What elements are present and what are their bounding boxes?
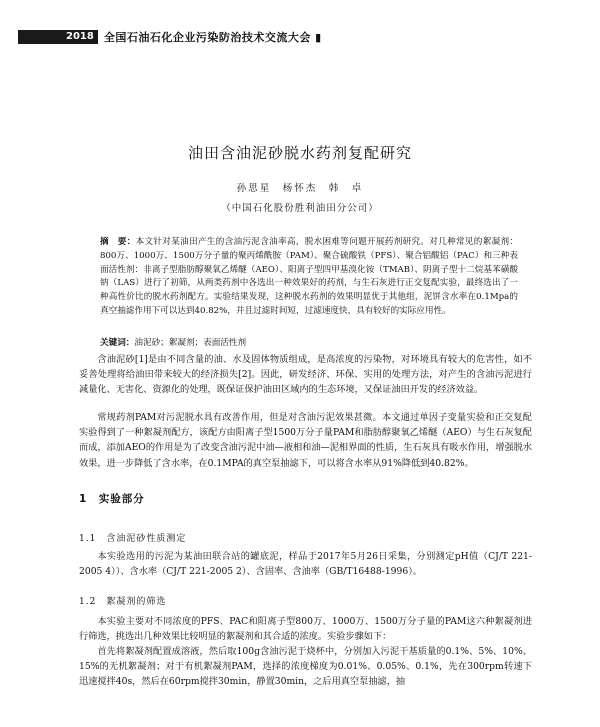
paragraph-text: 本实验选用的污泥为某油田联合站的罐底泥，样品于2017年5月26日采集，分别测定pH值（CJ/T 221-2005 4））、含水率（CJ/T 221-2005 2）、含固率、含油率（GB/T16488-1996）。 <box>79 551 532 578</box>
section-heading-1-2: 1.2 絮凝剂的筛选 <box>79 597 167 607</box>
paper-affiliation: （中国石化股份胜利油田分公司） <box>221 203 379 214</box>
paper-authors: 孙思星 杨怀杰 韩 卓 <box>236 183 364 194</box>
header-year: 2018 <box>18 30 98 44</box>
section-heading-1: 1 实验部分 <box>79 493 145 505</box>
paragraph-text: 常规药剂PAM对污泥脱水具有改善作用，但是对含油污泥效果甚微。本文通过单因子变量实验和正交复配实验得到了一种絮凝剂配方，该配方由阳离子型1500万分子量PAM和脂肪醇聚氧乙烯醚（AEO）与生石灰复配而成，添加AEO的作用是为了改变含油污泥中油—液相和油—泥相界面的性质，生石灰具有吸水作用，增强脱水效果，进一步降低了含水率，在0.1MPA的真空泵抽滤下，可以将含水率从91%降低到40.82%。 <box>79 412 532 469</box>
header-conference-text: 全国石油石化企业污染防治技术交流大会 <box>103 31 311 44</box>
body-paragraph-4 <box>79 614 532 644</box>
paragraph-text: 首先将絮凝剂配置成溶液，然后取100g含油污泥于烧杯中，分别加入污泥干基质量的0.1%、5%、10%、15%的无机絮凝剂；对于有机絮凝剂PAM，选择的浓度梯度为0.01%、0.05%、0.1%，先在300rpm转速下迅速搅拌40s，然后在60rpm搅拌30min，静置30min，之后用真空泵抽滤，抽 <box>79 646 532 688</box>
paragraph-text: 本实验主要对不同浓度的PFS、PAC和阳离子型800万、1000万、1500万分子量的PAM这六种絮凝剂进行筛选，挑选出几种效果比较明显的絮凝剂和其合适的浓度。实验步骤如下： <box>79 616 532 643</box>
keywords <box>100 336 246 348</box>
keywords-text: 油泥砂；絮凝剂；表面活性剂 <box>134 338 247 348</box>
abstract <box>100 236 518 319</box>
section-heading-1-1: 1.1 含油泥砂性质测定 <box>79 534 187 544</box>
body-paragraph-1 <box>79 352 532 398</box>
abstract-text: 本文针对某油田产生的含油污泥含油率高，脱水困难等问题开展药剂研究。对几种常见的絮凝剂：800万、1000万、1500万分子量的聚丙烯酰胺（PAM）、聚合硫酸铁（PFS）、聚合铝酸铝（PAC）和三种表面活性剂：非离子型脂肪醇聚氧乙烯醚（AEO）、阳离子型四甲基溴化铵（TMAB）、阴离子型十二烷基苯磺酸钠（LAS）进行了初筛，从两类药剂中各选出一种效果好的药剂，与生石灰进行正交复配实验，最终选出了一种高性价比的脱水药剂配方。实验结果发现，这种脱水药剂的效果明显优于其他组，泥饼含水率在0.1Mpa的真空抽滤作用下可以达到40.82%，并且过滤时间短，过滤速度快，具有较好的实际应用性。 <box>100 237 518 316</box>
body-paragraph-2 <box>79 410 532 471</box>
body-paragraph-5 <box>79 644 532 690</box>
abstract-label: 摘 要： <box>100 237 136 247</box>
paper-title: 油田含油泥砂脱水药剂复配研究 <box>187 144 412 162</box>
paragraph-text: 含油泥砂[1]是由不同含量的油、水及固体物质组成，是高浓度的污染物，对环境具有较大的危害性，如不妥善处理将给油田带来较大的经济损失[2]。因此，研发经济、环保、实用的处理方法，对产生的含油污泥进行减量化、无害化、资源化的处理，既保证保护油田区域内的生态环境，又保证油田开发的经济效益。 <box>79 354 532 396</box>
running-header <box>18 30 322 44</box>
header-conference-title: 全国石油石化企业污染防治技术交流大会 ▮ <box>103 31 322 44</box>
body-paragraph-3 <box>79 549 532 579</box>
keywords-label: 关键词： <box>100 338 135 348</box>
